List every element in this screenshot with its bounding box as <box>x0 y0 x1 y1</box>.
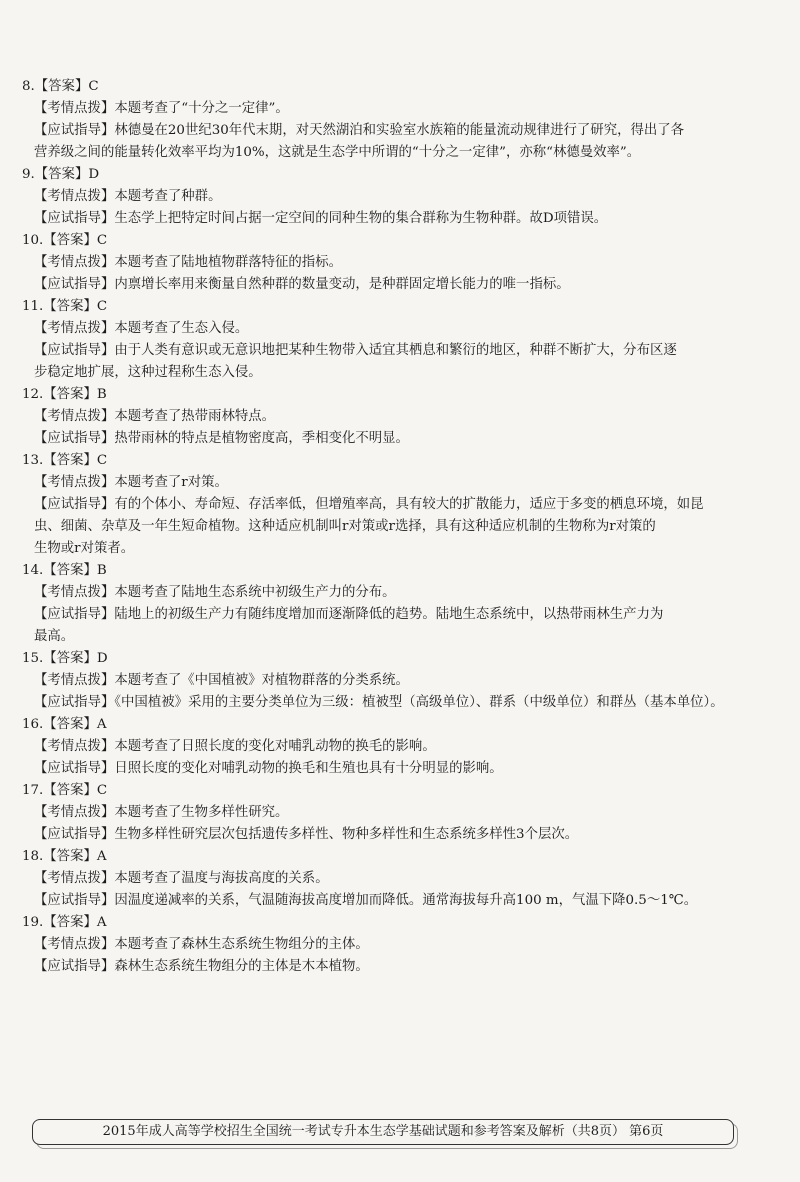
exam-point: 【考情点拨】本题考查了日照长度的变化对哺乳动物的换毛的影响。 <box>34 739 436 754</box>
exam-guide: 【应试指导】生态学上把特定时间占据一定空间的同种生物的集合群称为生物种群。故D项错误。 <box>34 211 608 226</box>
answer-header: 12.【答案】B <box>22 387 107 402</box>
answer-block <box>22 450 770 560</box>
answer-header: 11.【答案】C <box>22 299 108 314</box>
exam-point: 【考情点拨】本题考查了r对策。 <box>34 475 228 490</box>
answer-header: 18.【答案】A <box>22 849 107 864</box>
page-footer: 2015年成人高等学校招生全国统一考试专升本生态学基础试题和参考答案及解析（共8页） 第6页 <box>32 1119 734 1145</box>
exam-guide: 【应试指导】森林生态系统生物组分的主体是木本植物。 <box>34 959 369 974</box>
exam-guide-continued: 生物或r对策者。 <box>34 541 135 556</box>
exam-guide-continued: 虫、细菌、杂草及一年生短命植物。这种适应机制叫r对策或r选择，具有这种适应机制的生物称为r对策的 <box>34 519 656 534</box>
answer-header: 10.【答案】C <box>22 233 108 248</box>
answer-header: 13.【答案】C <box>22 453 108 468</box>
exam-guide-continued: 步稳定地扩展，这种过程称生态入侵。 <box>34 365 262 380</box>
exam-point: 【考情点拨】本题考查了生物多样性研究。 <box>34 805 289 820</box>
exam-point: 【考情点拨】本题考查了生态入侵。 <box>34 321 249 336</box>
answer-header: 16.【答案】A <box>22 717 107 732</box>
answer-block <box>22 780 770 846</box>
answer-block <box>22 164 770 230</box>
answer-block <box>22 296 770 384</box>
answer-header: 8.【答案】C <box>22 79 99 94</box>
exam-point: 【考情点拨】本题考查了森林生态系统生物组分的主体。 <box>34 937 369 952</box>
exam-guide: 【应试指导】生物多样性研究层次包括遗传多样性、物种多样性和生态系统多样性3个层次。 <box>34 827 579 842</box>
exam-guide: 【应试指导】陆地上的初级生产力有随纬度增加而逐渐降低的趋势。陆地生态系统中，以热带雨林生产力为 <box>34 607 664 622</box>
exam-guide: 【应试指导】内禀增长率用来衡量自然种群的数量变动，是种群固定增长能力的唯一指标。 <box>34 277 570 292</box>
answer-list <box>22 76 770 978</box>
exam-guide-continued: 营养级之间的能量转化效率平均为10%，这就是生态学中所谓的“十分之一定律”，亦称“林德曼效率”。 <box>34 145 641 160</box>
answer-block <box>22 846 770 912</box>
answer-header: 19.【答案】A <box>22 915 107 930</box>
exam-point: 【考情点拨】本题考查了陆地植物群落特征的指标。 <box>34 255 342 270</box>
answer-block <box>22 648 770 714</box>
exam-guide: 【应试指导】有的个体小、寿命短、存活率低，但增殖率高，具有较大的扩散能力，适应于多变的栖息环境，如昆 <box>34 497 704 512</box>
answer-header: 9.【答案】D <box>22 167 100 182</box>
exam-guide: 【应试指导】热带雨林的特点是植物密度高，季相变化不明显。 <box>34 431 409 446</box>
exam-guide: 【应试指导】因温度递减率的关系，气温随海拔高度增加而降低。通常海拔每升高100 m，气温下降0.5～1℃。 <box>34 893 698 908</box>
exam-guide: 【应试指导】《中国植被》采用的主要分类单位为三级：植被型（高级单位）、群系（中级单位）和群丛（基本单位）。 <box>34 695 724 710</box>
exam-point: 【考情点拨】本题考查了“十分之一定律”。 <box>34 101 289 116</box>
answer-block <box>22 714 770 780</box>
exam-point: 【考情点拨】本题考查了陆地生态系统中初级生产力的分布。 <box>34 585 396 600</box>
answer-header: 17.【答案】C <box>22 783 108 798</box>
exam-point: 【考情点拨】本题考查了热带雨林特点。 <box>34 409 276 424</box>
answer-block <box>22 76 770 164</box>
answer-block <box>22 384 770 450</box>
answer-header: 15.【答案】D <box>22 651 108 666</box>
answer-block <box>22 560 770 648</box>
exam-point: 【考情点拨】本题考查了温度与海拔高度的关系。 <box>34 871 329 886</box>
exam-guide: 【应试指导】林德曼在20世纪30年代末期，对天然湖泊和实验室水族箱的能量流动规律进行了研究，得出了各 <box>34 123 685 138</box>
answer-header: 14.【答案】B <box>22 563 107 578</box>
answer-block <box>22 912 770 978</box>
exam-point: 【考情点拨】本题考查了种群。 <box>34 189 222 204</box>
exam-point: 【考情点拨】本题考查了《中国植被》对植物群落的分类系统。 <box>34 673 409 688</box>
exam-guide: 【应试指导】日照长度的变化对哺乳动物的换毛和生殖也具有十分明显的影响。 <box>34 761 503 776</box>
answer-block <box>22 230 770 296</box>
exam-guide-continued: 最高。 <box>34 629 75 644</box>
exam-guide: 【应试指导】由于人类有意识或无意识地把某种生物带入适宜其栖息和繁衍的地区，种群不断扩大，分布区逐 <box>34 343 677 358</box>
